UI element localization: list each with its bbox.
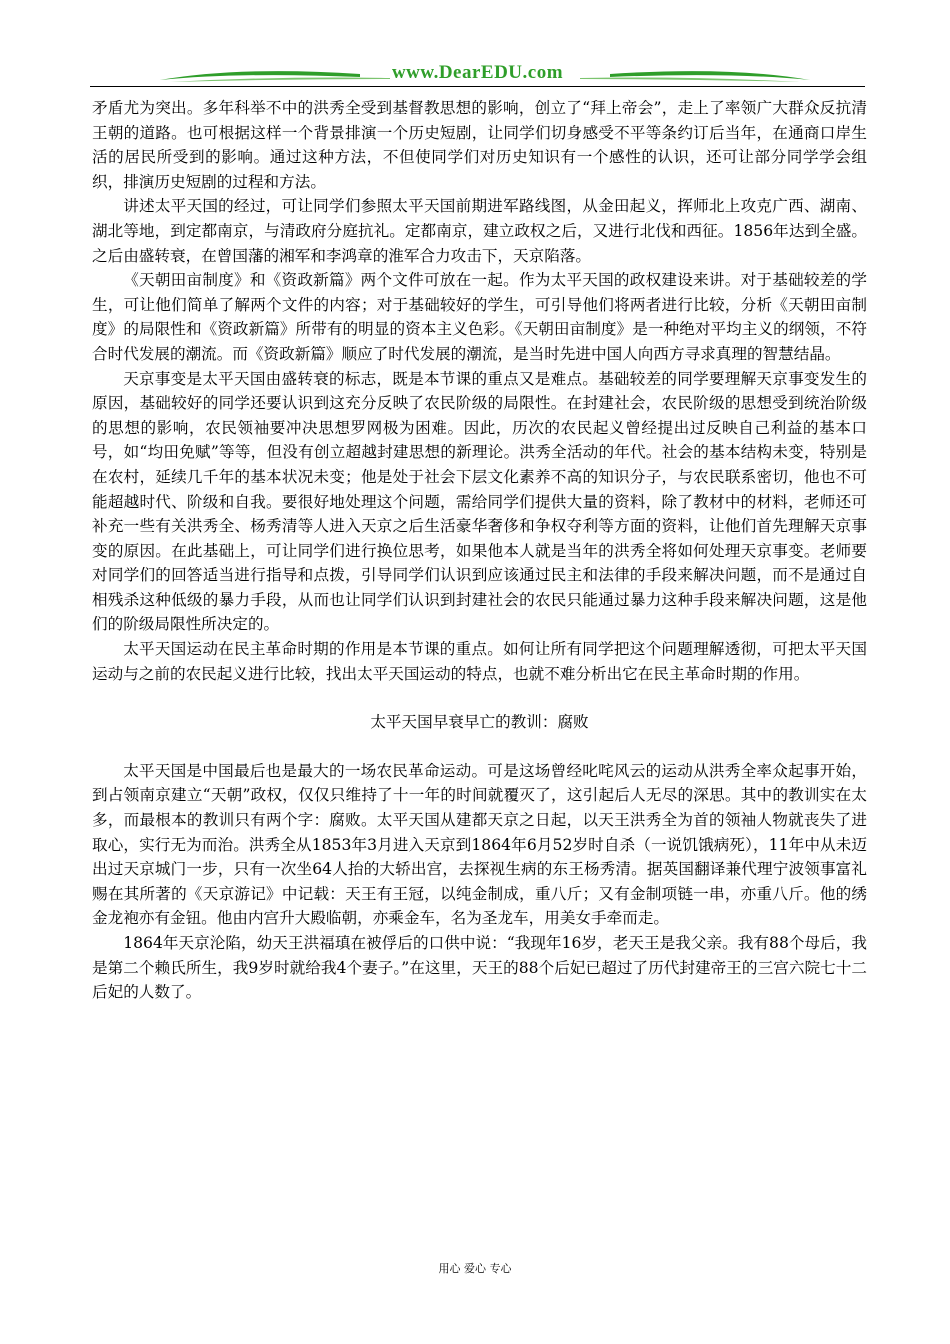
section-paragraph-2: 1864年天京沦陷，幼天王洪福瑱在被俘后的口供中说：“我现年16岁，老天王是我父亲。我有88个母后，我是第二个赖氏所生，我9岁时就给我4个妻子。”在这里，天王的88个后妃已超过了历代封建帝王的三宫六院七十二后妃的人数了。 bbox=[92, 934, 867, 1002]
paragraph-1: 矛盾尤为突出。多年科举不中的洪秀全受到基督教思想的影响，创立了“拜上帝会”，走上了率领广大群众反抗清王朝的道路。也可根据这样一个背景排演一个历史短剧，让同学们切身感受不平等条约订后当年，在通商口岸生活的居民所受到的影响。通过这种方法，不但使同学们对历史知识有一个感性的认识，还可让部分同学学会组织，排演历史短剧的过程和方法。 bbox=[92, 99, 867, 191]
section-paragraph-1: 太平天国是中国最后也是最大的一场农民革命运动。可是这场曾经叱咤风云的运动从洪秀全率众起事开始，到占领南京建立“天朝”政权，仅仅只维持了十一年的时间就覆灭了，这引起后人无尽的深思。其中的教训实在太多，而最根本的教训只有两个字：腐败。太平天国从建都天京之日起，以天王洪秀全为首的领袖人物就丧失了进取心，实行无为而治。洪秀全从1853年3月进入天京到1864年6月52岁时自杀（一说饥饿病死），11年中从未迈出过天京城门一步，只有一次坐64人抬的大轿出宫，去探视生病的东王杨秀清。据英国翻译兼代理宁波领事富礼赐在其所著的《天京游记》中记载：天王有王冠，以纯金制成，重八斤；又有金制项链一串，亦重八斤。他的绣金龙袍亦有金钮。他由内宫升大殿临朝，亦乘金车，名为圣龙车，用美女手牵而走。 bbox=[92, 761, 867, 928]
paragraph-2: 讲述太平天国的经过，可让同学们参照太平天国前期进军路线图，从金田起义，挥师北上攻克广西、湖南、湖北等地，到定都南京，与清政府分庭抗礼。定都南京，建立政权之后，又进行北伐和西征。1856年达到全盛。之后由盛转衰，在曾国藩的湘军和李鸿章的淮军合力攻击下，天京陷落。 bbox=[92, 197, 867, 265]
paragraph-3: 《天朝田亩制度》和《资政新篇》两个文件可放在一起。作为太平天国的政权建设来讲。对于基础较差的学生，可让他们简单了解两个文件的内容；对于基础较好的学生，可引导他们将两者进行比较，分析《天朝田亩制度》的局限性和《资政新篇》所带有的明显的资本主义色彩。《天朝田亩制度》是一种绝对平均主义的纲领，不符合时代发展的潮流。而《资政新篇》顺应了时代发展的潮流，是当时先进中国人向西方寻求真理的智慧结晶。 bbox=[92, 271, 867, 363]
document-body bbox=[92, 96, 867, 1005]
paragraph-4: 天京事变是太平天国由盛转衰的标志，既是本节课的重点又是难点。基础较差的同学要理解天京事变发生的原因，基础较好的同学还要认识到这充分反映了农民阶级的局限性。在封建社会，农民阶级的思想受到统治阶级的思想的影响，农民领袖要冲决思想罗网极为困难。因此，历次的农民起义曾经提出过反映自己利益的基本口号，如“均田免赋”等等，但没有创立超越封建思想的新理论。洪秀全活动的年代。社会的基本结构未变，特别是在农村，延续几千年的基本状况未变；他是处于社会下层文化素养不高的知识分子，与农民联系密切，他也不可能超越时代、阶级和自我。要很好地处理这个问题，需给同学们提供大量的资料，除了教材中的材料，老师还可补充一些有关洪秀全、杨秀清等人进入天京之后生活豪华奢侈和争权夺利等方面的资料，让他们首先理解天京事变的原因。在此基础上，可让同学们进行换位思考，如果他本人就是当年的洪秀全将如何处理天京事变。老师要对同学们的回答适当进行指导和点拨，引导同学们认识到应该通过民主和法律的手段来解决问题，而不是通过自相残杀这种低级的暴力手段，从而也让同学们认识到封建社会的农民只能通过暴力这种手段来解决问题，这是他们的阶级局限性所决定的。 bbox=[92, 369, 867, 634]
section-title: 太平天国早衰早亡的教训：腐败 bbox=[370, 713, 589, 732]
paragraph-5: 太平天国运动在民主革命时期的作用是本节课的重点。如何让所有同学把这个问题理解透彻，可把太平天国运动与之前的农民起义进行比较，找出太平天国运动的特点，也就不难分析出它在民主革命时期的作用。 bbox=[92, 640, 867, 683]
header-logo: www.DearEDU.com bbox=[391, 62, 564, 83]
page-header bbox=[90, 50, 865, 92]
header-rule bbox=[90, 86, 865, 87]
page-footer: 用心 爱心 专心 bbox=[438, 1262, 512, 1275]
